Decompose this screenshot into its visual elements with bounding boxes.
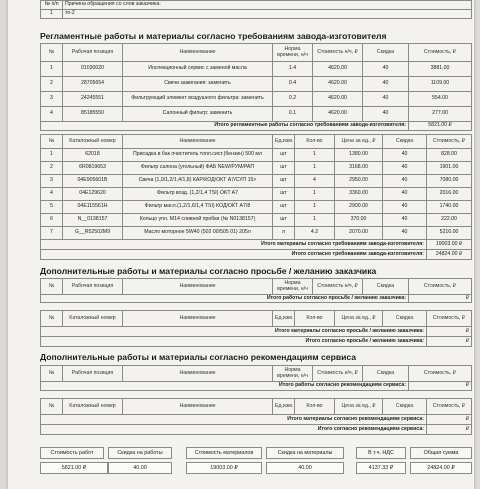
section1-works-table: [40, 43, 472, 131]
col-discount: Скидка: [363, 44, 409, 62]
section3-title: Дополнительные работы и материалы согласно рекомендациям сервиса: [40, 352, 357, 362]
summary-label-vat: В т.ч. НДС: [356, 447, 406, 459]
summary-value-vat: 4137.33 ₽: [356, 462, 406, 474]
reason-num-header: № п/п: [41, 1, 63, 10]
summary-label-materials: Стоимость материалов: [186, 447, 262, 459]
section3-works-table: № Рабочая позиция Наименование Норма времени, н/ч Стоимость н/ч, ₽ Скидка Стоимость, ₽ Итого работы согласно рекомендациям сервиса: ₽: [40, 365, 472, 391]
reason-num: 1: [41, 10, 63, 19]
reason-text: то-2: [63, 10, 472, 19]
summary-value-materials: 19003.00 ₽: [186, 462, 262, 474]
section2-materials-table: № Каталожный номер Наименование Ед.изм. Кол-во Цена за ед., ₽ Скидка Стоимость, ₽ Итого материалы согласно просьбе / желанию заказчика: ₽ Итого согласно просьбе / желанию заказчика: ₽: [40, 310, 472, 347]
table-row: 5 04E115561H Фильтр масл.(1,2/1,6/1,4 TSI) КОД/ОКТ А7/8 шт 1 2900.00 40 1740.00: [41, 201, 472, 214]
summary-label-labor-discount: Скидка на работы: [108, 447, 172, 459]
summary-label-total: Общая сумма: [410, 447, 472, 459]
summary-value-materials-discount: 40.00: [266, 462, 344, 474]
col-norm: Норма времени, н/ч: [273, 44, 313, 62]
section2-works-table: № Рабочая позиция Наименование Норма времени, н/ч Стоимость н/ч, ₽ Скидка Стоимость, ₽ Итого работы согласно просьбе / желанию заказчика: ₽: [40, 278, 472, 303]
summary-value-total: 24824.00 ₽: [410, 462, 472, 474]
section1-title: Регламентные работы и материалы согласно требованиям завода-изготовителя: [40, 31, 387, 41]
col-total: Стоимость, ₽: [409, 44, 472, 62]
table-row: 2 28705654 Свечи зажигания: заменить 0.4 4620.00 40 1109.00: [41, 77, 472, 92]
col-cost: Стоимость н/ч, ₽: [313, 44, 363, 62]
summary-label-materials-discount: Скидка на материалы: [266, 447, 344, 459]
section2-title: Дополнительные работы и материалы согласно просьбе / желанию заказчика: [40, 266, 377, 276]
section1-materials-table: № Каталожный номер Наименование Ед.изм. Кол-во Цена за ед., ₽ Скидка Стоимость, ₽ 1 62018 Присадка в бак очиститель топл.сист.(бензин) 500 мл шт 1 1380.00 40 828.00 2 6R0819653 Фильтр салона (угольный) ФАБ NEW/PУМ/PAП шт 1 3168.00 40 1901.00 3 04E905601B Свеча (1,0/1,2/1,4/1,8) КАР/КОД/ОКТ А7/СУП 15> шт 4 2950.00 40 7080.00 4 04E129620 Фильтр возд. (1,2/1,4 TSI) OKT A7 шт 1 3360.00 40 2016.00 5 04E115561H Фильтр масл.(1,2/1,6/1,4 TSI) КОД/ОКТ А7/8 шт 1 2900.00 40 1740.00 6 N__0138157 Кольцо упл. М14 сливной пробки (№ N0138157) шт 1 370.00 40 222.00 7 G__R52502M9 Масло моторное 5W40 (502 00/505 01) 205л л 4.2 2070.00 40 5216.00 Итого материалы согласно требованиям завода-изготовителя: 19003.00 ₽ Итого согласно требованиям завода-изготовителя: 24824.00 ₽: [40, 134, 472, 260]
table-row: 7 G__R52502M9 Масло моторное 5W40 (502 00/505 01) 205л л 4.2 2070.00 40 5216.00: [41, 227, 472, 240]
summary-value-labor: 5821.00 ₽: [40, 462, 108, 474]
reason-header: Причина обращения со слов заказчика:: [63, 1, 472, 10]
table-row: 3 24245551 Фильтрующий элемент воздушного фильтра: заменить 0.2 4620.00 40 554.00: [41, 92, 472, 107]
work-order-sheet: [8, 0, 474, 489]
table-row: 3 04E905601B Свеча (1,0/1,2/1,4/1,8) КАР/КОД/ОКТ А7/СУП 15> шт 4 2950.00 40 7080.00: [41, 175, 472, 188]
summary-label-labor: Стоимость работ: [40, 447, 104, 459]
grand-total-row: Итого согласно требованиям завода-изготовителя: 24824.00 ₽: [41, 250, 472, 260]
table-row: 6 N__0138157 Кольцо упл. М14 сливной пробки (№ N0138157) шт 1 370.00 40 222.00: [41, 214, 472, 227]
summary-bar: [16, 445, 474, 485]
table-row: 4 85185550 Салонный фильтр: заменить 0.1 4620.00 40 277.00: [41, 107, 472, 122]
table-row: 1 62018 Присадка в бак очиститель топл.сист.(бензин) 500 мл шт 1 1380.00 40 828.00: [41, 149, 472, 162]
col-num: №: [41, 44, 63, 62]
col-name: Наименование: [123, 44, 273, 62]
reason-table: [40, 0, 472, 19]
works-total-row: Итого регламентные работы согласно требованиям завода-изготовителя: 5821.00 ₽: [41, 122, 472, 131]
table-row: 1 01030020 Инспекционный сервис с заменой масла 1.4 4620.00 40 3881.00: [41, 62, 472, 77]
section3-materials-table: № Каталожный номер Наименование Ед.изм. Кол-во Цена за ед., ₽ Скидка Стоимость, ₽ Итого материалы согласно рекомендациям сервиса: ₽ Итого согласно рекомендациям сервиса: ₽: [40, 398, 472, 435]
col-position: Рабочая позиция: [63, 44, 123, 62]
table-row: 2 6R0819653 Фильтр салона (угольный) ФАБ NEW/PУМ/PAП шт 1 3168.00 40 1901.00: [41, 162, 472, 175]
summary-value-labor-discount: 40.00: [108, 462, 172, 474]
materials-total-row: Итого материалы согласно требованиям завода-изготовителя: 19003.00 ₽: [41, 240, 472, 250]
table-row: 4 04E129620 Фильтр возд. (1,2/1,4 TSI) OKT A7 шт 1 3360.00 40 2016.00: [41, 188, 472, 201]
